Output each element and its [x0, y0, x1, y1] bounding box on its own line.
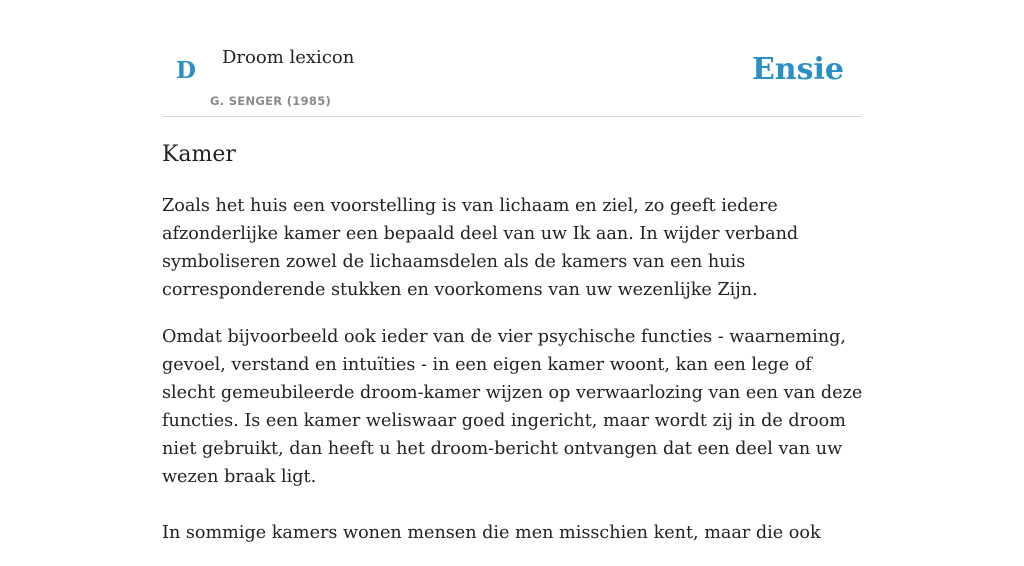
entry-paragraph-1: Zoals het huis een voorstelling is van lichaam en ziel, zo geeft iedere afzonderlijke kamer een bepaald deel van uw Ik aan. In wijder verband symboliseren zowel de lichaamsdelen als de kamers van een huis corresponderende stukken en voorkomens van uw wezenlijke Zijn. [162, 196, 799, 300]
page-header [162, 0, 862, 117]
entry-content [162, 192, 867, 566]
entry-paragraph-3: In sommige kamers wonen mensen die men misschien kent, maar die ook [162, 523, 821, 543]
entry-paragraph-2: Omdat bijvoorbeeld ook ieder van de vier psychische functies - waarneming, gevoel, verstand en intuïties - in een eigen kamer woont, kan een lege of slecht gemeubileerde droom-kamer wijzen op verwaarlozing van een van deze functies. Is een kamer weliswaar goed ingericht, maar wordt zij in de droom niet gebruikt, dan heeft u het droom-bericht ontvangen dat een deel van uw wezen braak ligt. [162, 327, 863, 487]
book-title-link[interactable]: Droom lexicon [222, 47, 355, 68]
book-logo-letter[interactable]: D [176, 57, 196, 84]
book-author: G. SENGER (1985) [210, 94, 332, 108]
brand-logo-link[interactable]: Ensie [751, 52, 844, 87]
entry-title: Kamer [162, 142, 236, 167]
